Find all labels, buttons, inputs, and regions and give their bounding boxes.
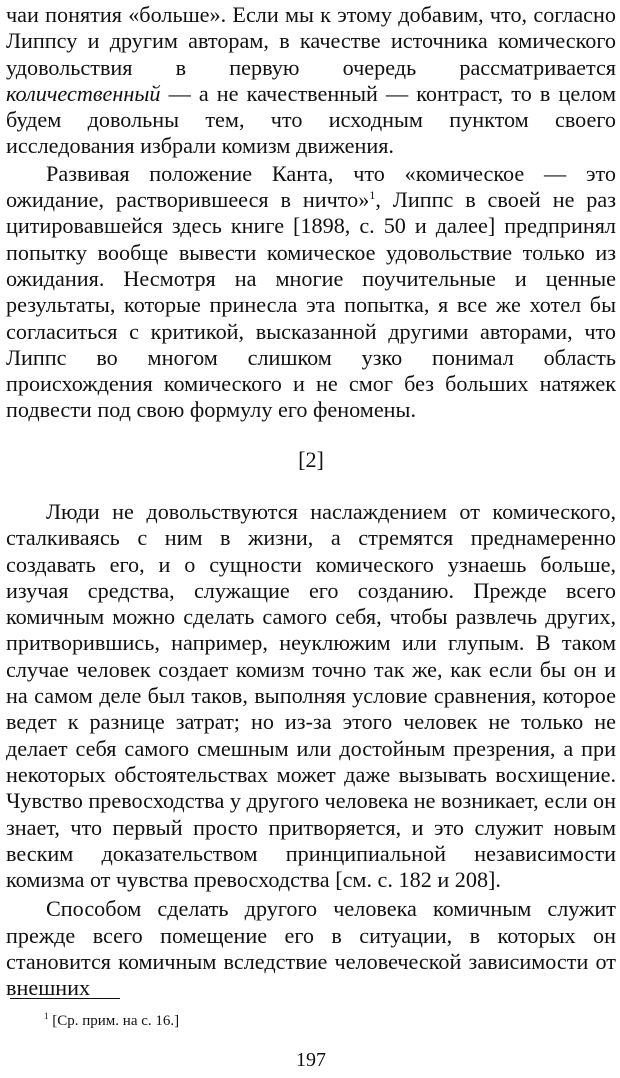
- paragraph-1-text-end: — а не качественный — контраст, то в целом будем довольны тем, что исходным пунктом своего исследования избрали комизм движения.: [6, 80, 616, 159]
- footnote: [44, 1007, 179, 1030]
- section-heading: [2]: [298, 447, 324, 472]
- paragraph-4: Способом сделать другого человека комичным служит прежде всего помещение его в ситуации, в которых он становится комичным вследствие человеческой зависимости от внешних: [6, 896, 616, 1001]
- footnote-reference[interactable]: 1: [369, 188, 376, 203]
- footnote-text: [Ср. прим. на с. 16.]: [48, 1013, 180, 1029]
- paragraph-2-text: Развивая положение Канта, что «комическое — это ожидание, растворившееся в ничто»: [6, 160, 616, 213]
- paragraph-2: [6, 161, 616, 424]
- footnote-mark: 1: [44, 1011, 49, 1021]
- paragraph-2-text-end: , Липпс в своей не раз цитировавшейся здесь книге [1898, с. 50 и далее] предпринял попытку вообще вывести комическое удовольствие только из ожидания. Несмотря на многие поучительные и ценные результаты, которые принесла эта попытка, я все же хотел бы согласиться с критикой, высказанной другими авторами, что Липпс во многом слишком узко понимал область происхождения комического и не смог без больших натяжек подвести под свою формулу его феномены.: [6, 187, 616, 423]
- section-2-body: [6, 499, 616, 1002]
- footnote-divider: [10, 998, 120, 999]
- paragraph-1-italic-term: количественный: [6, 80, 161, 106]
- paragraph-3: Люди не довольствуются наслаждением от комического, сталкиваясь с ним в жизни, а стремятся преднамеренно создавать его, и о сущности комического узнаешь больше, изучая средства, служащие его созданию. Прежде всего комичным можно сделать самого себя, чтобы развлечь других, притворившись, например, неуклюжим или глупым. В таком случае человек создает комизм точно так же, как если бы он и на самом деле был таков, выполняя условие сравнения, которое ведет к разнице затрат; но из-за этого человек не только не делает себя самого смешным или достойным презрения, а при некоторых обстоятельствах может даже вызывать восхищение. Чувство превосходства у другого человека не возникает, если он знает, что первый просто притворяется, и это служит новым веским доказательством принципиальной независимости комизма от чувства превосходства [см. с. 182 и 208].: [6, 499, 616, 893]
- paragraph-1-text: чаи понятия «больше». Если мы к этому добавим, что, согласно Липпсу и другим авторам, в качестве источника комического удовольствия в первую очередь рассматривается: [6, 2, 616, 80]
- page-number: 197: [296, 1049, 326, 1071]
- book-page: [6, 0, 616, 1071]
- paragraph-1: [6, 2, 616, 160]
